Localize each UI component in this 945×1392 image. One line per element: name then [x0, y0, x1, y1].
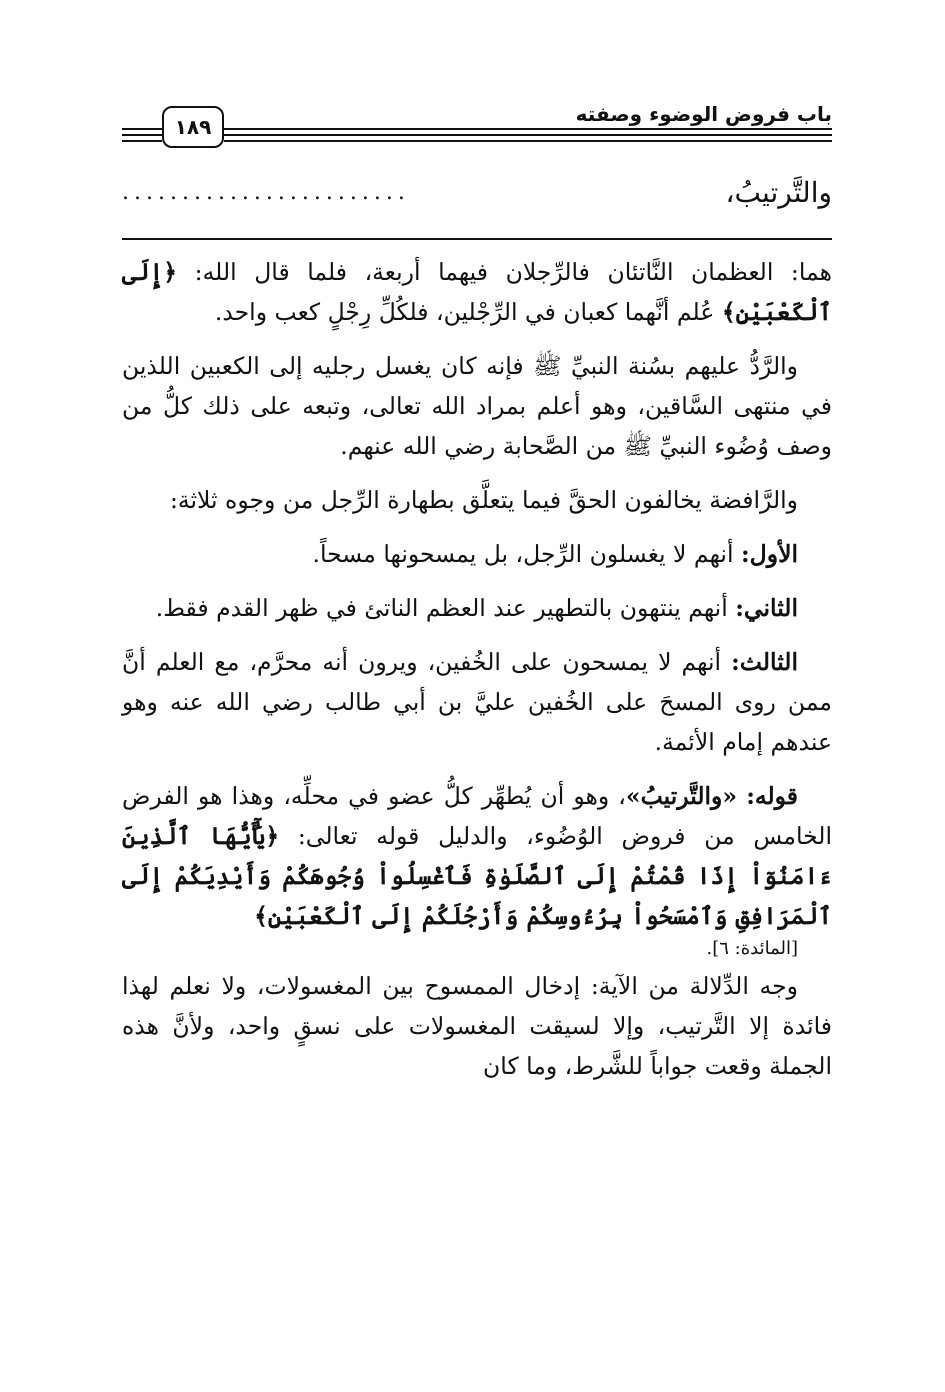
matn-line — [122, 168, 832, 218]
paragraph-text: هما: العظمان النَّاتئان فالرِّجلان فيهما أربعة، فلما قال الله: — [194, 258, 832, 286]
paragraph — [122, 252, 832, 332]
paragraph: وجه الدِّلالة من الآية: إدخال الممسوح بين المغسولات، ولا نعلم لهذا فائدة إلا التَّرتيب، وإلا لسيقت المغسولات على نسقٍ واحد، ولأنَّ هذه الجملة وقعت جواباً للشَّرط، وما كان — [122, 972, 832, 1080]
ayah-text: ﴿يَٰٓأَيُّهَا ٱلَّذِينَ ءَامَنُوٓاْ إِذَا قُمْتُمْ إِلَى ٱلصَّلَوٰةِ فَٱغْسِلُواْ وُجُوهَكُمْ وَأَيْدِيَكُمْ إِلَى ٱلْمَرَافِقِ وَٱمْسَحُواْ بِرُءُوسِكُمْ وَأَرْجُلَكُمْ إِلَى ٱلْكَعْبَيْنِ﴾ — [122, 822, 832, 930]
paragraph: والرَّدُّ عليهم بسُنة النبيِّ ﷺ فإنه كان يغسل رجليه إلى الكعبين اللذين في منتهى السَّاقين، وهو أعلم بمراد الله تعالى، وتبعه على ذلك كلُّ من وصف وُضُوء النبيِّ ﷺ من الصَّحابة رضي الله عنهم. — [122, 352, 832, 460]
item-label: الأول: — [740, 540, 798, 568]
running-title: باب فروض الوضوء وصفته — [575, 102, 832, 126]
item-text: أنهم لا يغسلون الرِّجل، بل يمسحونها مسحاً. — [312, 540, 734, 568]
qawluhu-label: قوله: — [746, 782, 798, 810]
item-text: أنهم ينتهون بالتطهير عند العظم الناتئ في ظهر القدم فقط. — [155, 594, 728, 622]
header-rule — [224, 140, 832, 142]
header-rule — [122, 134, 162, 136]
page-number: ١٨٩ — [162, 106, 224, 148]
header-rule — [224, 134, 832, 136]
header-rule — [122, 128, 162, 130]
item-label: الثاني: — [735, 594, 798, 622]
commentary-body — [122, 252, 832, 1100]
header-rule — [122, 140, 162, 142]
quran-quote: ﴿إِلَى ٱلْكَعْبَيْنِ﴾ — [122, 258, 832, 326]
matn-dots: ........................ — [122, 180, 410, 205]
matn-text: والتَّرتيبُ، — [725, 176, 832, 209]
item-label: الثالث: — [731, 648, 798, 676]
page-header — [122, 100, 832, 156]
matn-separator — [122, 238, 832, 240]
ayah-reference: [المائدة: ٦]. — [706, 938, 798, 959]
list-item-first — [122, 534, 832, 574]
qawluhu-text: ، وهو أن يُطهِّر كلُّ عضو في محلِّه، وهذا هو الفرض الخامس من فروض الوُضُوء، والدليل قوله تعالى: — [122, 782, 832, 850]
item-text: أنهم لا يمسحون على الخُفين، ويرون أنه محرَّم، مع العلم أنَّ ممن روى المسحَ على الخُفين عليَّ بن أبي طالب رضي الله عنه وهو عندهم إمام الأئمة. — [122, 648, 832, 756]
list-item-third — [122, 642, 832, 762]
header-rule — [224, 128, 832, 130]
list-item-second — [122, 588, 832, 628]
paragraph-text: عُلم أنَّهما كعبان في الرِّجْلين، فلكُلِّ رِجْلٍ كعب واحد. — [214, 298, 715, 326]
paragraph-qawluhu — [122, 776, 832, 964]
paragraph: والرَّافضة يخالفون الحقَّ فيما يتعلَّق بطهارة الرِّجل من وجوه ثلاثة: — [169, 486, 798, 514]
qawluhu-term: «والتَّرتيبُ» — [625, 782, 738, 810]
